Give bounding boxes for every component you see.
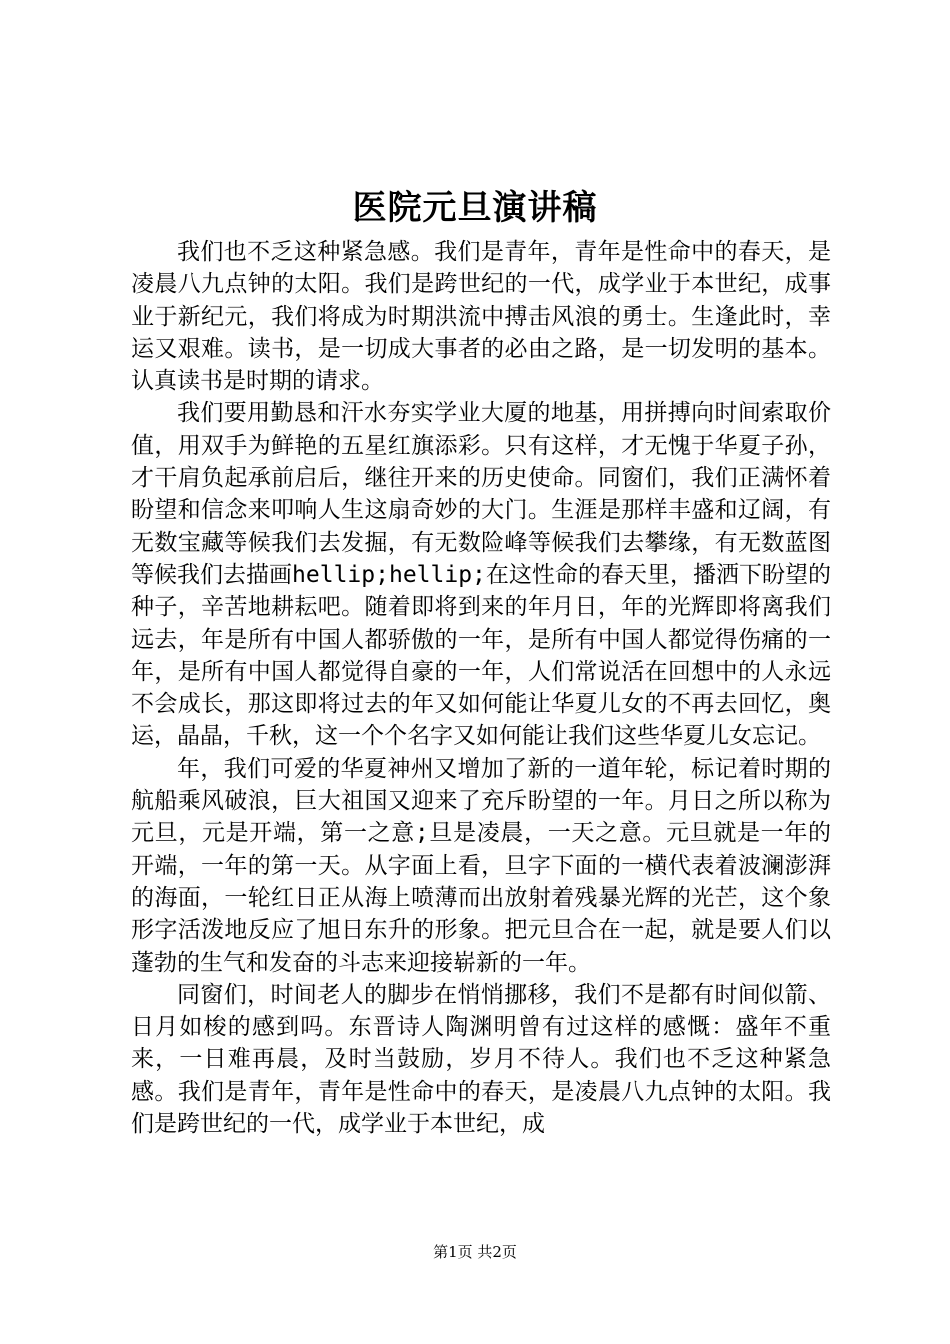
document-body (131, 236, 831, 1140)
page-footer: 第1页 共2页 (433, 1243, 517, 1261)
paragraph: 我们要用勤恳和汗水夯实学业大厦的地基，用拼搏向时间索取价值，用双手为鲜艳的五星红旗添彩。只有这样，才无愧于华夏子孙，才干肩负起承前启后，继往开来的历史使命。同窗们，我们正满怀着盼望和信念来叩响人生这扇奇妙的大门。生涯是那样丰盛和辽阔，有无数宝藏等候我们去发掘，有无数险峰等候我们去攀缘，有无数蓝图等候我们去描画hellip;hellip;在这性命的春天里，播洒下盼望的种子，辛苦地耕耘吧。随着即将到来的年月日，年的光辉即将离我们远去，年是所有中国人都骄傲的一年，是所有中国人都觉得伤痛的一年，是所有中国人都觉得自豪的一年，人们常说活在回想中的人永远不会成长，那这即将过去的年又如何能让华夏儿女的不再去回忆，奥运，晶晶，千秋，这一个个名字又如何能让我们这些华夏儿女忘记。 (131, 400, 831, 750)
document-title: 医院元旦演讲稿 (352, 188, 598, 228)
paragraph: 同窗们，时间老人的脚步在悄悄挪移，我们不是都有时间似箭、日月如梭的感到吗。东晋诗人陶渊明曾有过这样的感慨：盛年不重来，一日难再晨，及时当鼓励，岁月不待人。我们也不乏这种紧急感。我们是青年，青年是性命中的春天，是凌晨八九点钟的太阳。我们是跨世纪的一代，成学业于本世纪，成 (131, 981, 831, 1138)
paragraph: 我们也不乏这种紧急感。我们是青年，青年是性命中的春天，是凌晨八九点钟的太阳。我们是跨世纪的一代，成学业于本世纪，成事业于新纪元，我们将成为时期洪流中搏击风浪的勇士。生逢此时，幸运又艰难。读书，是一切成大事者的必由之路，是一切发明的基本。认真读书是时期的请求。 (131, 239, 831, 395)
paragraph: 年，我们可爱的华夏神州又增加了新的一道年轮，标记着时期的航船乘风破浪，巨大祖国又迎来了充斥盼望的一年。月日之所以称为元旦，元是开端，第一之意;旦是凌晨，一天之意。元旦就是一年的开端，一年的第一天。从字面上看，旦字下面的一横代表着波澜澎湃的海面，一轮红日正从海上喷薄而出放射着残暴光辉的光芒，这个象形字活泼地反应了旭日东升的形象。把元旦合在一起，就是要人们以蓬勃的生气和发奋的斗志来迎接崭新的一年。 (131, 755, 831, 976)
